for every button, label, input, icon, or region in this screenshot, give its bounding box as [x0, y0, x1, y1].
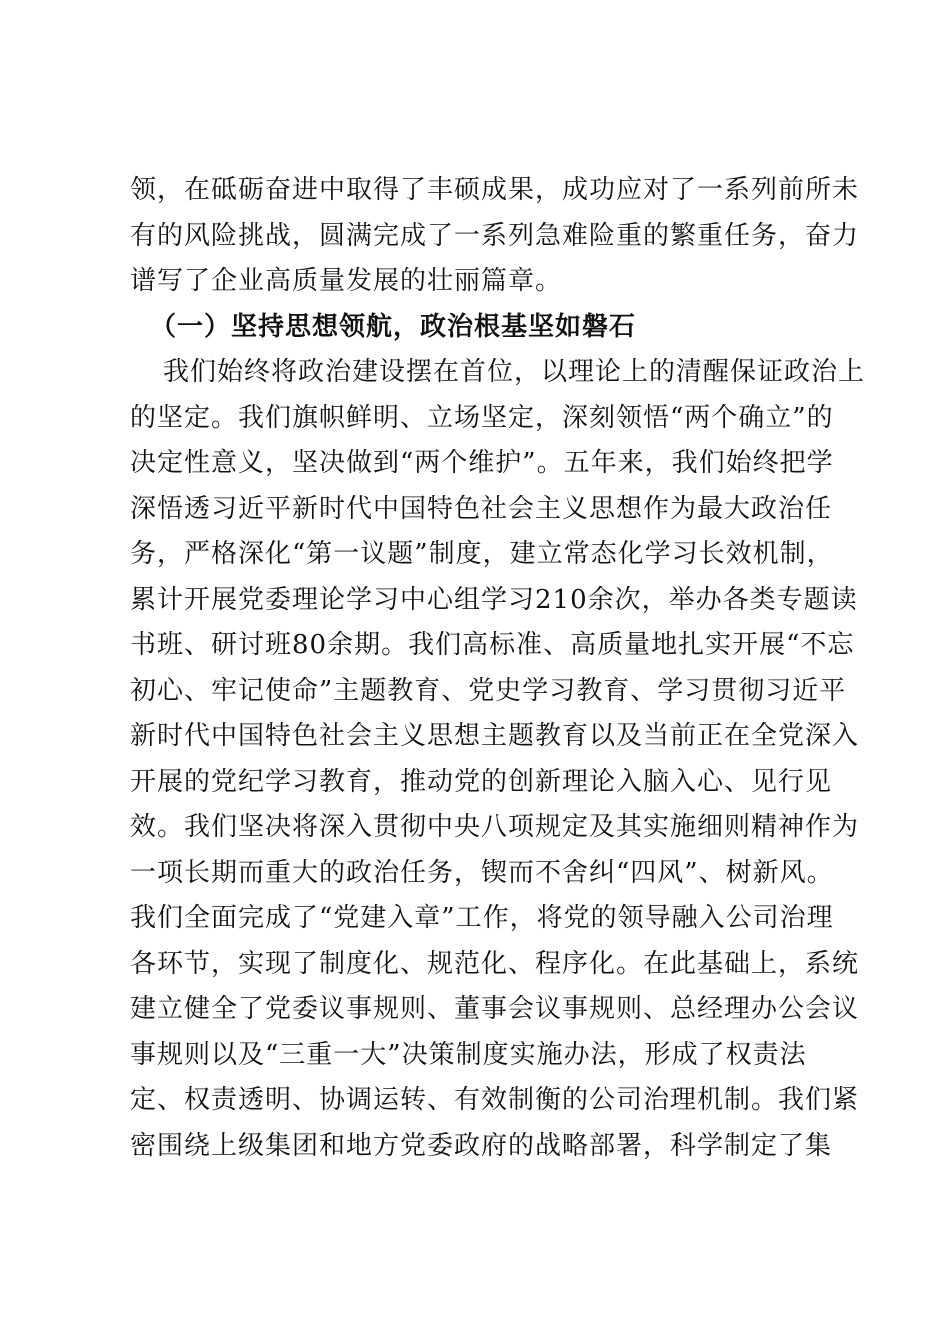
text-line: 有的风险挑战，圆满完成了一系列急难险重的繁重任务，奋力 — [130, 220, 860, 251]
text-line: 决定性意义，坚决做到“两个维护”。五年来，我们始终把学 — [130, 448, 834, 478]
text-line: 事规则以及“三重一大”决策制度实施办法，形成了权责法 — [130, 1039, 807, 1070]
text-line: 务，严格深化“第一议题”制度，建立常态化学习长效机制， — [130, 539, 834, 569]
text-line: 深悟透习近平新时代中国特色社会主义思想作为最大政治任 — [130, 493, 833, 524]
text-line: 效。我们坚决将深入贯彻中央八项规定及其实施细则精神作为 — [130, 812, 860, 842]
text-line: 密围绕上级集团和地方党委政府的战略部署，科学制定了集 — [130, 1130, 833, 1161]
text-line: 累计开展党委理论学习中心组学习210余次，举办各类专题读 — [130, 584, 858, 615]
text-line: 初心、牢记使命”主题教育、党史学习教育、学习贯彻习近平 — [130, 675, 847, 706]
text-line: 谱写了企业高质量发展的壮丽篇章。 — [130, 266, 563, 296]
text-line: 新时代中国特色社会主义思想主题教育以及当前正在全党深入 — [130, 721, 860, 751]
text-line: 一项长期而重大的政治任务，锲而不舍纠“四风”、树新风。 — [130, 857, 834, 888]
text-line: 各环节，实现了制度化、规范化、程序化。在此基础上，系统 — [130, 948, 860, 979]
text-line: 定、权责透明、协调运转、有效制衡的公司治理机制。我们紧 — [130, 1085, 860, 1115]
text-line: 我们始终将政治建设摆在首位，以理论上的清醒保证政治上 — [163, 357, 866, 387]
text-line: 我们全面完成了“党建入章”工作，将党的领导融入公司治理 — [130, 903, 834, 933]
text-line: 书班、研讨班80余期。我们高标准、高质量地扎实开展“不忘 — [130, 630, 855, 660]
text-line: 的坚定。我们旗帜鲜明、立场坚定，深刻领悟“两个确立”的 — [130, 402, 834, 433]
section-heading: （一）坚持思想领航，政治根基坚如磐石 — [150, 311, 637, 342]
text-line: 建立健全了党委议事规则、董事会议事规则、总经理办公会议 — [130, 994, 860, 1024]
text-line: 开展的党纪学习教育，推动党的创新理论入脑入心、见行见 — [130, 766, 833, 797]
body-text — [130, 168, 866, 1169]
text-line: 领，在砥砺奋进中取得了丰硕成果，成功应对了一系列前所未 — [130, 175, 860, 205]
